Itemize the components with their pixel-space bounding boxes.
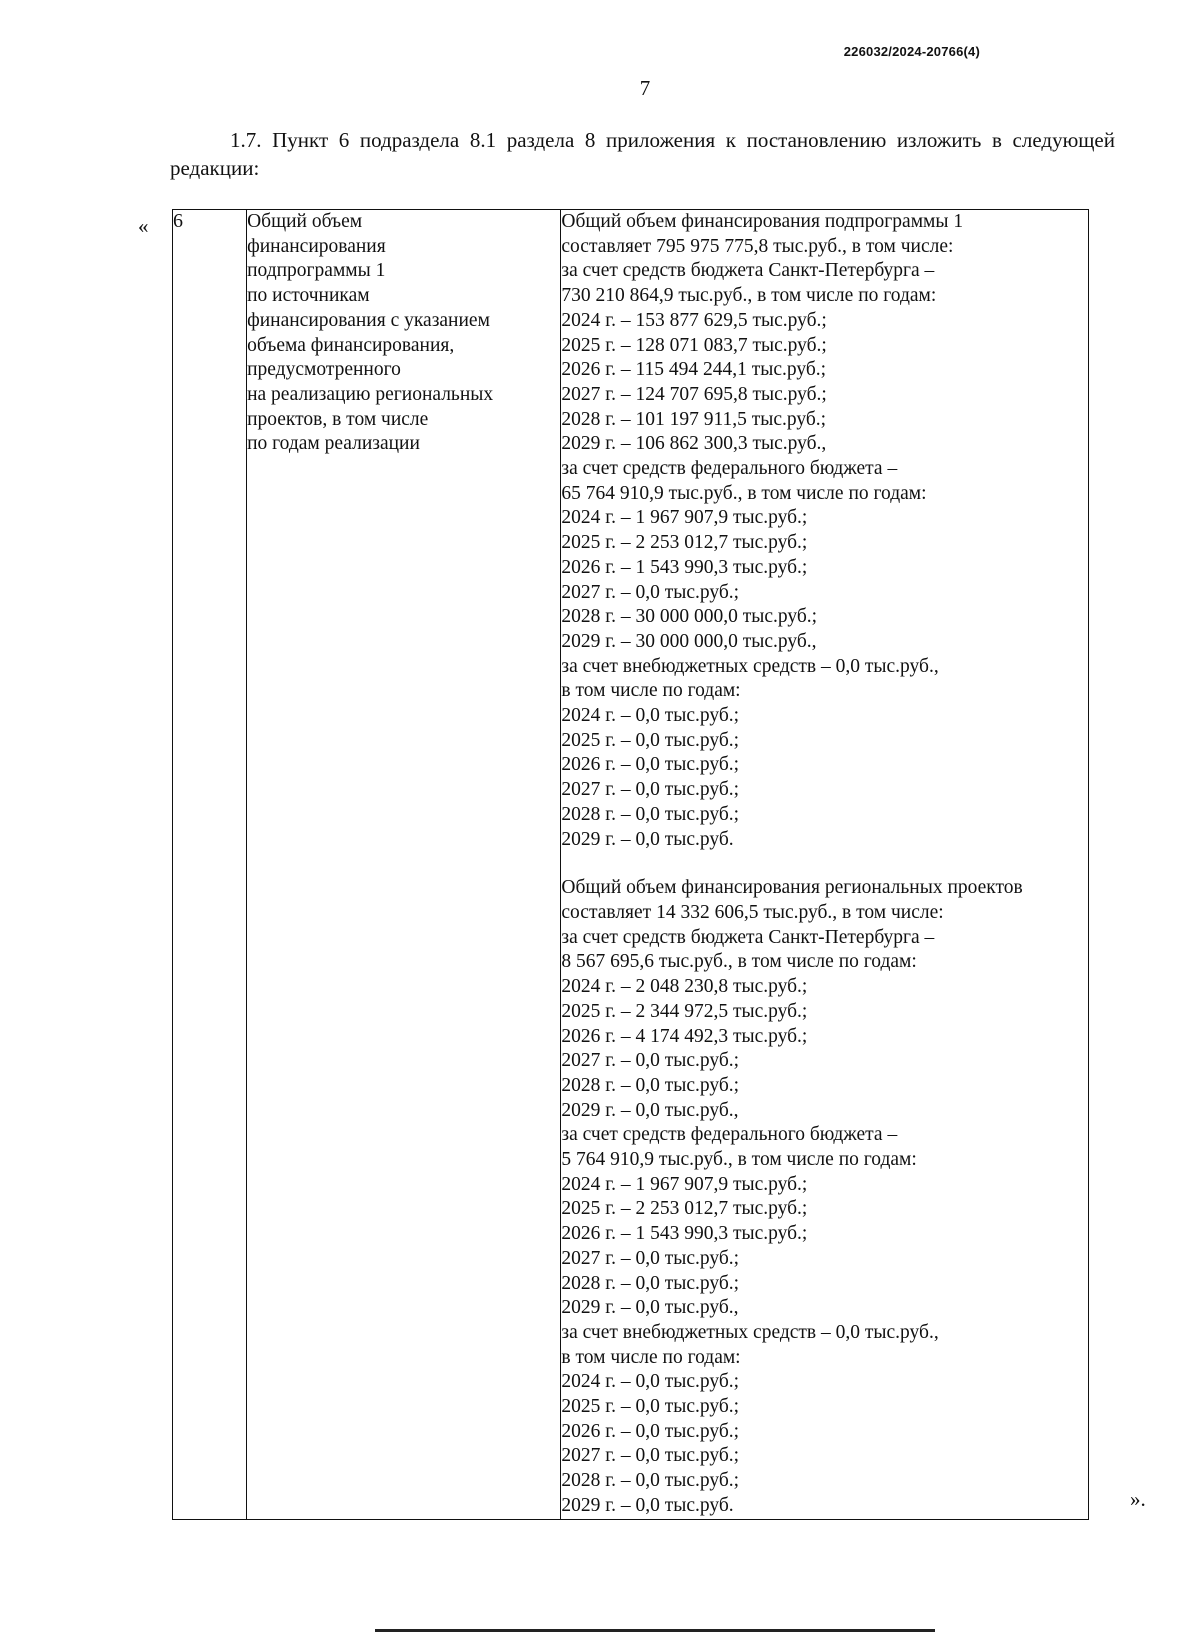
- subprogram-financing-line: 730 210 864,9 тыс.руб., в том числе по годам:: [561, 285, 937, 307]
- regional-financing-line: 2024 г. – 1 967 907,9 тыс.руб.;: [561, 1173, 808, 1195]
- regional-financing-line: 2029 г. – 0,0 тыс.руб.,: [561, 1297, 739, 1319]
- subprogram-financing-line: 65 764 910,9 тыс.руб., в том числе по годам:: [561, 482, 927, 504]
- regional-financing-line: Общий объем финансирования региональных проектов: [561, 877, 1023, 899]
- row-name-line: по годам реализации: [247, 433, 420, 455]
- regional-financing-line: 2026 г. – 0,0 тыс.руб.;: [561, 1420, 740, 1442]
- subprogram-financing-line: 2027 г. – 0,0 тыс.руб.;: [561, 779, 740, 801]
- subprogram-financing-line: 2029 г. – 106 862 300,3 тыс.руб.,: [561, 433, 827, 455]
- subprogram-financing-line: 2028 г. – 0,0 тыс.руб.;: [561, 803, 740, 825]
- row-name-line: финансирования: [247, 235, 386, 257]
- opening-quote: «: [138, 214, 149, 238]
- subprogram-financing-line: 2024 г. – 0,0 тыс.руб.;: [561, 705, 740, 727]
- regional-financing-line: 5 764 910,9 тыс.руб., в том числе по годам:: [561, 1149, 917, 1171]
- row-name-cell: [247, 210, 561, 1520]
- row-name-line: объема финансирования,: [247, 334, 455, 356]
- subprogram-financing-line: Общий объем финансирования подпрограммы 1: [561, 211, 964, 232]
- regional-financing-line: за счет средств бюджета Санкт-Петербурга –: [561, 926, 935, 948]
- row-value-cell: [561, 210, 1089, 1520]
- table-row: [173, 210, 1089, 1520]
- regional-financing-line: 2029 г. – 0,0 тыс.руб.: [561, 1494, 734, 1516]
- bottom-scan-edge: [375, 1629, 935, 1632]
- paragraph-gap: [561, 852, 1088, 876]
- page-number: 7: [639, 76, 651, 100]
- regional-financing-line: за счет внебюджетных средств – 0,0 тыс.руб.,: [561, 1321, 939, 1343]
- subprogram-financing-line: 2024 г. – 153 877 629,5 тыс.руб.;: [561, 309, 827, 331]
- subprogram-financing-line: 2025 г. – 2 253 012,7 тыс.руб.;: [561, 532, 808, 554]
- regional-financing-line: составляет 14 332 606,5 тыс.руб., в том числе:: [561, 901, 944, 923]
- subprogram-financing-line: за счет средств бюджета Санкт-Петербурга –: [561, 260, 935, 282]
- subprogram-financing-line: составляет 795 975 775,8 тыс.руб., в том числе:: [561, 235, 954, 257]
- row-name-text: [247, 210, 560, 457]
- regional-financing-line: 2029 г. – 0,0 тыс.руб.,: [561, 1099, 739, 1121]
- regional-financing-line: 2025 г. – 2 344 972,5 тыс.руб.;: [561, 1000, 808, 1022]
- regional-financing-line: 2028 г. – 0,0 тыс.руб.;: [561, 1272, 740, 1294]
- row-name-line: на реализацию региональных: [247, 383, 494, 405]
- regional-financing-line: 2028 г. – 0,0 тыс.руб.;: [561, 1074, 740, 1096]
- subprogram-financing-line: 2024 г. – 1 967 907,9 тыс.руб.;: [561, 507, 808, 529]
- document-id: 226032/2024-20766(4): [843, 44, 980, 59]
- row-name-line: Общий объем: [247, 211, 363, 232]
- closing-quote: ».: [1130, 1487, 1146, 1511]
- subprogram-financing-line: 2027 г. – 0,0 тыс.руб.;: [561, 581, 740, 603]
- regional-financing-line: 2027 г. – 0,0 тыс.руб.;: [561, 1247, 740, 1269]
- subprogram-financing-line: за счет внебюджетных средств – 0,0 тыс.руб.,: [561, 655, 939, 677]
- regional-financing-line: 2026 г. – 4 174 492,3 тыс.руб.;: [561, 1025, 808, 1047]
- subprogram-financing-line: 2026 г. – 0,0 тыс.руб.;: [561, 754, 740, 776]
- regional-financing-line: 2024 г. – 2 048 230,8 тыс.руб.;: [561, 976, 808, 998]
- row-number-cell: 6: [173, 210, 247, 1520]
- row-name-line: проектов, в том числе: [247, 408, 429, 430]
- subprogram-financing-line: 2026 г. – 115 494 244,1 тыс.руб.;: [561, 359, 827, 381]
- regional-financing-line: 8 567 695,6 тыс.руб., в том числе по годам:: [561, 951, 917, 973]
- row-name-line: по источникам: [247, 285, 370, 307]
- subprogram-financing-line: 2029 г. – 0,0 тыс.руб.: [561, 828, 734, 850]
- row-name-line: подпрограммы 1: [247, 260, 386, 282]
- row-name-line: финансирования с указанием: [247, 309, 490, 331]
- row-name-line: предусмотренного: [247, 359, 401, 381]
- regional-financing-line: 2028 г. – 0,0 тыс.руб.;: [561, 1470, 740, 1492]
- subprogram-financing-block: [561, 210, 1088, 852]
- subprogram-financing-line: 2025 г. – 128 071 083,7 тыс.руб.;: [561, 334, 827, 356]
- regional-financing-line: 2026 г. – 1 543 990,3 тыс.руб.;: [561, 1223, 808, 1245]
- intro-paragraph: 1.7. Пункт 6 подраздела 8.1 раздела 8 приложения к постановлению изложить в следующей редакции:: [170, 128, 1115, 180]
- regional-financing-line: 2027 г. – 0,0 тыс.руб.;: [561, 1050, 740, 1072]
- subprogram-financing-line: за счет средств федерального бюджета –: [561, 458, 898, 480]
- regional-financing-line: в том числе по годам:: [561, 1346, 741, 1368]
- regional-financing-line: 2024 г. – 0,0 тыс.руб.;: [561, 1371, 740, 1393]
- subprogram-financing-line: 2025 г. – 0,0 тыс.руб.;: [561, 729, 740, 751]
- subprogram-financing-line: 2026 г. – 1 543 990,3 тыс.руб.;: [561, 556, 808, 578]
- regional-financing-line: 2025 г. – 0,0 тыс.руб.;: [561, 1396, 740, 1418]
- regional-financing-line: за счет средств федерального бюджета –: [561, 1124, 898, 1146]
- regional-projects-financing-block: [561, 876, 1088, 1518]
- subprogram-financing-line: 2028 г. – 101 197 911,5 тыс.руб.;: [561, 408, 827, 430]
- regional-financing-line: 2025 г. – 2 253 012,7 тыс.руб.;: [561, 1198, 808, 1220]
- regional-financing-line: 2027 г. – 0,0 тыс.руб.;: [561, 1445, 740, 1467]
- subprogram-financing-line: 2027 г. – 124 707 695,8 тыс.руб.;: [561, 383, 827, 405]
- subprogram-financing-line: в том числе по годам:: [561, 680, 741, 702]
- financing-table: [172, 209, 1089, 1520]
- subprogram-financing-line: 2028 г. – 30 000 000,0 тыс.руб.;: [561, 606, 818, 628]
- subprogram-financing-line: 2029 г. – 30 000 000,0 тыс.руб.,: [561, 630, 817, 652]
